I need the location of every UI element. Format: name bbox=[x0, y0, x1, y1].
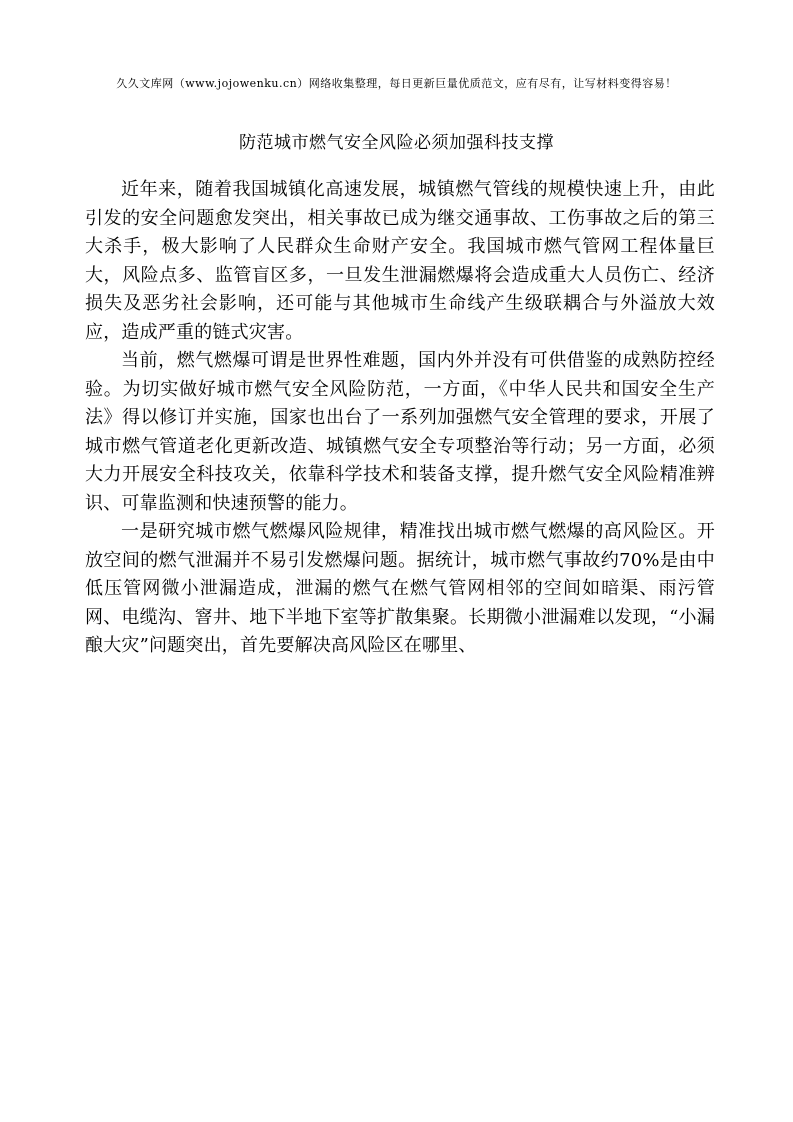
document-body bbox=[85, 176, 715, 661]
paragraph: 近年来，随着我国城镇化高速发展，城镇燃气管线的规模快速上升，由此引发的安全问题愈发突出，相关事故已成为继交通事故、工伤事故之后的第三大杀手，极大影响了人民群众生命财产安全。我国城市燃气管网工程体量巨大，风险点多、监管盲区多，一旦发生泄漏燃爆将会造成重大人员伤亡、经济损失及恶劣社会影响，还可能与其他城市生命线产生级联耦合与外溢放大效应，造成严重的链式灾害。 bbox=[85, 179, 715, 343]
paragraph: 当前，燃气燃爆可谓是世界性难题，国内外并没有可供借鉴的成熟防控经验。为切实做好城市燃气安全风险防范，一方面，《中华人民共和国安全生产法》得以修订并实施，国家也出台了一系列加强燃气安全管理的要求，开展了城市燃气管道老化更新改造、城镇燃气安全专项整治等行动；另一方面，必须大力开展安全科技攻关，依靠科学技术和装备支撑，提升燃气安全风险精准辨识、可靠监测和快速预警的能力。 bbox=[85, 350, 715, 514]
paragraph: 一是研究城市燃气燃爆风险规律，精准找出城市燃气燃爆的高风险区。开放空间的燃气泄漏并不易引发燃爆问题。据统计，城市燃气事故约70%是由中低压管网微小泄漏造成，泄漏的燃气在燃气管网相邻的空间如暗渠、雨污管网、电缆沟、窨井、地下半地下室等扩散集聚。长期微小泄漏难以发现，“小漏酿大灾”问题突出，首先要解决高风险区在哪里、 bbox=[85, 521, 715, 656]
page-header: 久久文库网（www.jojowenku.cn）网络收集整理，每日更新巨量优质范文，应有尽有，让写材料变得容易！ bbox=[116, 77, 677, 90]
document-title: 防范城市燃气安全风险必须加强科技支撑 bbox=[239, 133, 554, 153]
